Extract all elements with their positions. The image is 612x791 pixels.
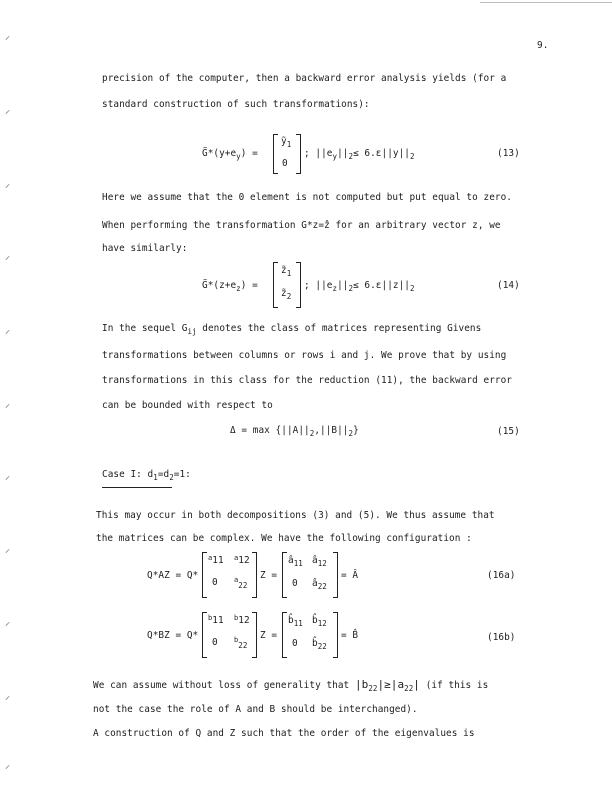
text-line: Here we assume that the 0 element is not computed but put equal to zero. [102, 192, 512, 203]
eq14-condition: ; $||e_z||_2\le 6.\varepsilon||z||_2$ [304, 280, 415, 293]
eq16a-tag: (16a) [487, 570, 516, 581]
margin-mark: ⸝ [5, 544, 10, 555]
equation-15: $\Delta = \max \{||A||_2,||B||_2\}$ [230, 425, 359, 438]
eq16b-tag: (16b) [487, 632, 516, 643]
eq16a-m12: $^a$12 [234, 554, 250, 566]
text-line: We can assume without loss of generality that $|b_{22}|\ge|a_{22}|$ (if this is [93, 678, 489, 693]
page-number: 9. [537, 40, 549, 51]
margin-mark: ⸝ [5, 31, 10, 42]
eq16b-mid: Z = [260, 630, 278, 641]
margin-mark: ⸝ [5, 760, 10, 771]
inequality: $|b_{22}|\ge|a_{22}|$ [354, 678, 420, 693]
text-line: transformations between columns or rows i and j. We prove that by using [102, 350, 507, 361]
eq14-vec-top: $z̃_1$ [281, 265, 292, 278]
text-line: can be bounded with respect to [102, 400, 273, 411]
margin-mark: ⸝ [5, 325, 10, 336]
gij-symbol: $G_{ij}$ [181, 323, 197, 336]
eq16a-m21: 0 [212, 577, 218, 588]
eq16a-rhs: = Â [341, 570, 359, 581]
eq16b-m21: 0 [212, 637, 218, 648]
case-underline [102, 487, 172, 488]
text-line: When performing the transformation G*z=ẑ for an arbitrary vector z, we [102, 220, 501, 231]
bracket-right [333, 612, 338, 658]
margin-mark: ⸝ [5, 251, 10, 262]
text-line: the matrices can be complex. We have the following configuration : [96, 533, 472, 544]
eq16a-h11: $â_{11}$ [288, 555, 303, 568]
eq16b-rhs: = B̂ [341, 630, 359, 641]
eq15-tag: (15) [497, 426, 520, 437]
text-line: A construction of Q and Z such that the order of the eigenvalues is [93, 728, 475, 739]
eq16a-h22: $â_{22}$ [312, 578, 327, 591]
bracket-right [296, 134, 301, 174]
bracket-left [273, 134, 278, 174]
eq16b-m22: $^b_{22}$ [234, 636, 248, 650]
top-edge-line [480, 2, 612, 3]
eq16a-m22: $^a_{22}$ [234, 576, 248, 590]
text-line: transformations in this class for the reduction (11), the backward error [102, 375, 512, 386]
eq16b-m12: $^b$12 [234, 614, 250, 626]
eq14-vec-bottom: $z̃_2$ [281, 288, 292, 301]
text-line: not the case the role of A and B should be interchanged). [93, 704, 418, 715]
eq14-lhs: $G̃*(z+e_z)$ = [202, 280, 258, 293]
bracket-right [296, 262, 301, 308]
margin-mark: ⸝ [5, 691, 10, 702]
eq13-vec-bottom: 0 [282, 158, 288, 169]
eq16b-h21: 0 [292, 638, 298, 649]
bracket-left [202, 552, 207, 598]
eq16a-m11: $^a$11 [208, 554, 224, 566]
text-line: This may occur in both decompositions (3) and (5). We thus assume that [96, 510, 495, 521]
eq16a-lhs: Q*AZ = Q* [147, 570, 199, 581]
eq13-condition: ; $||e_y||_2\le 6.\varepsilon||y||_2$ [304, 148, 415, 161]
bracket-right [333, 552, 338, 598]
eq16a-h21: 0 [292, 578, 298, 589]
text-line: precision of the computer, then a backward error analysis yields (for a [102, 73, 507, 84]
bracket-left [282, 552, 287, 598]
bracket-left [202, 612, 207, 658]
bracket-right [252, 552, 257, 598]
margin-mark: ⸝ [5, 105, 10, 116]
margin-mark: ⸝ [5, 179, 10, 190]
bracket-left [282, 612, 287, 658]
eq16b-h22: $b̂_{22}$ [312, 638, 327, 651]
eq16b-h11: $b̂_{11}$ [288, 615, 303, 628]
bracket-left [273, 262, 278, 308]
eq16b-h12: $b̂_{12}$ [312, 615, 327, 628]
margin-mark: ⸝ [5, 399, 10, 410]
eq16b-m11: $^b$11 [208, 614, 224, 626]
case-heading: Case I: $d_1=d_2=1$: [102, 469, 191, 482]
text-line: have similarly: [102, 243, 188, 254]
eq16a-h12: $â_{12}$ [312, 555, 327, 568]
eq14-tag: (14) [497, 280, 520, 291]
eq13-tag: (13) [497, 148, 520, 159]
eq16b-lhs: Q*BZ = Q* [147, 630, 199, 641]
margin-mark: ⸝ [5, 617, 10, 628]
eq13-vec-top: ỹ$_1$ [281, 136, 292, 149]
eq13-lhs: $G̃*(y+e_y)$ = [202, 148, 258, 161]
margin-mark: ⸝ [5, 471, 10, 482]
text-line: In the sequel $G_{ij}$ denotes the class of matrices representing Givens [102, 323, 482, 336]
text-line: standard construction of such transformations): [102, 99, 370, 110]
eq16a-mid: Z = [260, 570, 278, 581]
bracket-right [252, 612, 257, 658]
